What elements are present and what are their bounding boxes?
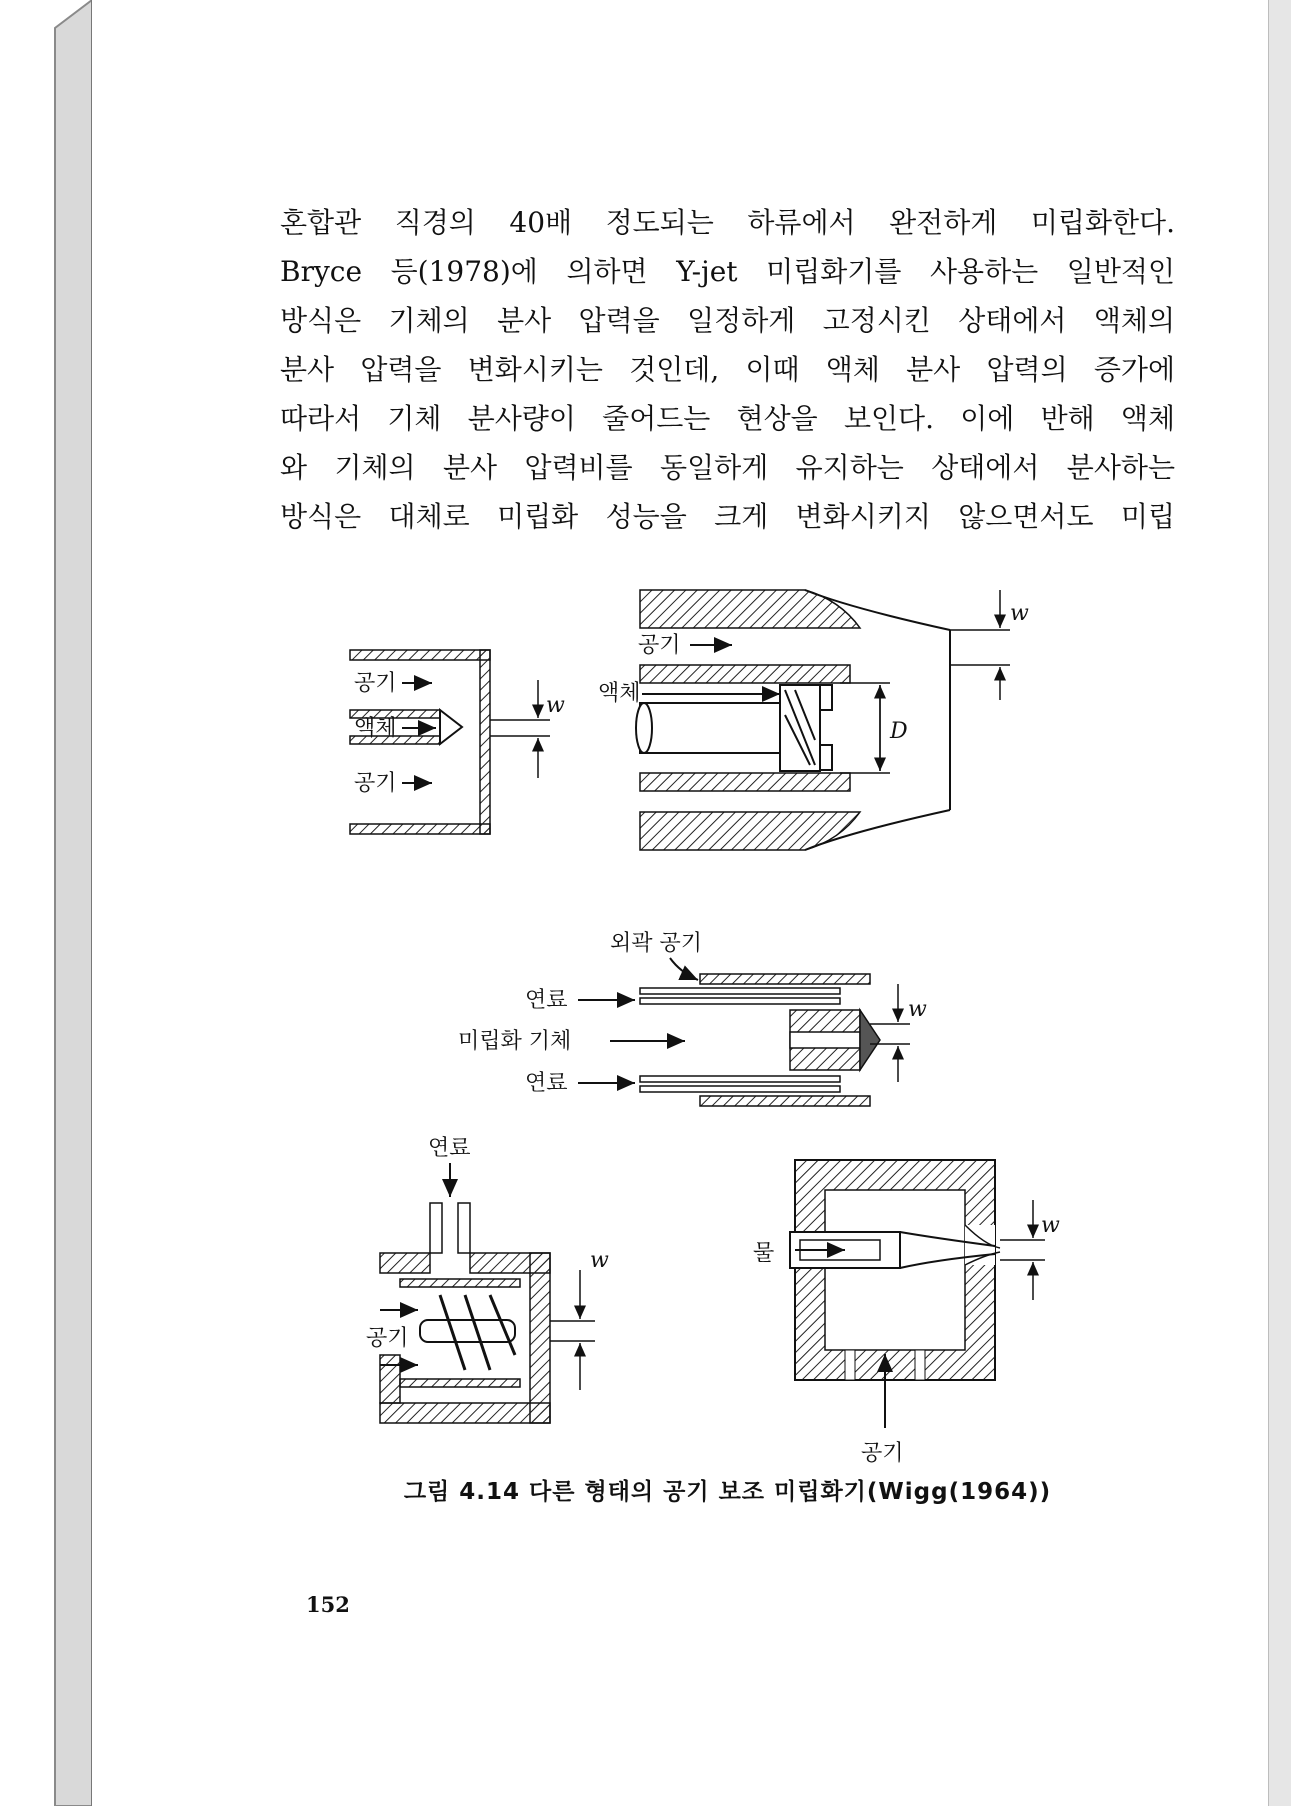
- fig-d-width-symbol: w: [590, 1248, 609, 1273]
- fig-b-liquid-label: 액체: [598, 681, 641, 706]
- fig-b-width-symbol: w: [1010, 601, 1029, 626]
- figure-a-simple-airblast: [350, 650, 565, 834]
- fig-c-atomizing-gas-label: 미립화 기체: [458, 1029, 572, 1054]
- fig-c-fuel-bottom-label: 연료: [525, 1071, 568, 1096]
- figure-c-plain-jet-airblast: [458, 931, 927, 1106]
- fig-a-liquid-label: 액체: [354, 716, 397, 741]
- atomizer-figures: [280, 570, 1180, 1500]
- page-number: 152: [306, 1592, 350, 1617]
- figure-b-prefilming-airblast: [598, 590, 1029, 850]
- body-line: 와 기체의 분사 압력비를 동일하게 유지하는 상태에서 분사하는: [280, 451, 1175, 484]
- fig-e-width-symbol: w: [1041, 1213, 1060, 1238]
- body-line: 분사 압력을 변화시키는 것인데, 이때 액체 분사 압력의 증가에: [280, 353, 1175, 386]
- fig-a-air-bottom-label: 공기: [354, 771, 397, 796]
- figure-d-swirl-airblast: [366, 1136, 609, 1423]
- fig-d-air-label: 공기: [366, 1326, 409, 1351]
- body-line: 혼합관 직경의 40배 정도되는 하류에서 완전하게 미립화한다.: [280, 206, 1175, 239]
- body-line: 방식은 기체의 분사 압력을 일정하게 고정시킨 상태에서 액체의: [280, 304, 1175, 337]
- body-line: Bryce 등(1978)에 의하면 Y-jet 미립화기를 사용하는 일반적인: [280, 255, 1175, 288]
- body-text: [280, 198, 1175, 541]
- fig-a-air-top-label: 공기: [354, 671, 397, 696]
- fig-d-fuel-label: 연료: [428, 1136, 471, 1161]
- fig-c-outer-air-label: 외곽 공기: [610, 931, 703, 956]
- figure-caption: 그림 4.14 다른 형태의 공기 보조 미립화기(Wigg(1964)): [403, 1479, 1052, 1505]
- fig-b-diameter-symbol: D: [890, 719, 908, 744]
- fig-c-width-symbol: w: [908, 997, 927, 1022]
- fig-c-fuel-top-label: 연료: [525, 988, 568, 1013]
- fig-e-water-label: 물: [753, 1241, 775, 1266]
- fig-a-width-symbol: w: [546, 693, 565, 718]
- fig-b-air-label: 공기: [638, 633, 681, 658]
- body-line: 따라서 기체 분사량이 줄어드는 현상을 보인다. 이에 반해 액체: [280, 402, 1175, 435]
- figure-e-water-airblast: [753, 1160, 1060, 1466]
- fig-e-air-label: 공기: [861, 1441, 904, 1466]
- body-line: 방식은 대체로 미립화 성능을 크게 변화시키지 않으면서도 미립: [280, 500, 1175, 533]
